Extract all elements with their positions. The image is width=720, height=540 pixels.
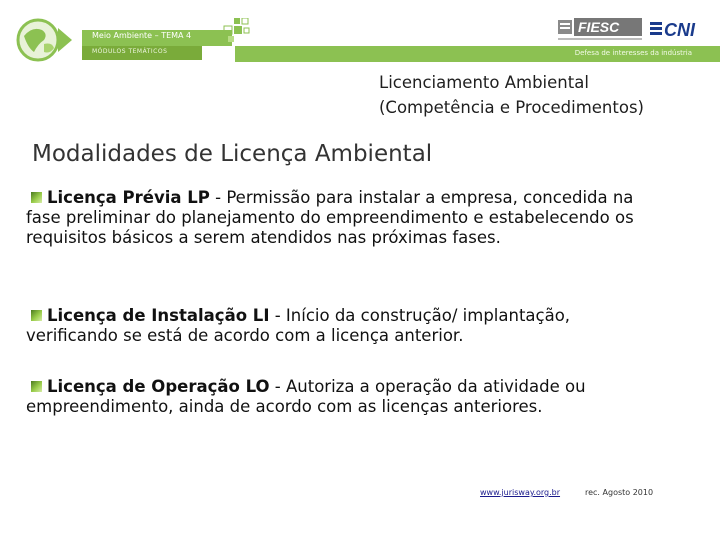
- slide-subtitle: [379, 70, 709, 120]
- theme-title: Meio Ambiente – TEMA 4: [92, 31, 192, 40]
- item-text: - Permissão para instalar a empresa, concedida na fase preliminar do planejamento do empreendimento e estabelecendo os requisitos básicos a serem atendidos nas próximas fases.: [26, 188, 634, 247]
- cni-logo-text: CNI: [664, 20, 695, 40]
- cni-logo: [650, 16, 712, 42]
- list-item: [26, 188, 666, 248]
- source-link[interactable]: www.jurisway.org.br: [480, 488, 561, 497]
- slide-header: [0, 0, 720, 70]
- subtitle-line-2: (Competência e Procedimentos): [379, 98, 644, 117]
- list-item: [26, 377, 666, 417]
- decorative-squares-icon: [222, 18, 262, 48]
- subtitle-line-1: Licenciamento Ambiental: [379, 73, 589, 92]
- item-text: - Autoriza a operação da atividade ou empreendimento, ainda de acordo com as licenças anteriores.: [26, 377, 586, 416]
- item-text: - Início da construção/ implantação, verificando se está de acordo com a licença anterior.: [26, 306, 571, 345]
- item-term: Licença Prévia LP: [47, 188, 210, 207]
- globe-logo-icon: [14, 18, 72, 62]
- page-title: Modalidades de Licença Ambiental: [32, 141, 433, 167]
- bullet-square-icon: [31, 310, 42, 321]
- footer-date: rec. Agosto 2010: [585, 488, 654, 497]
- bullet-square-icon: [31, 381, 42, 392]
- fiesc-logo: [558, 16, 644, 42]
- item-term: Licença de Instalação LI: [47, 306, 270, 325]
- fiesc-logo-text: FIESC: [578, 19, 620, 35]
- right-band-text: Defesa de interesses da indústria: [574, 49, 692, 57]
- item-term: Licença de Operação LO: [47, 377, 270, 396]
- theme-subtitle: MÓDULOS TEMÁTICOS: [92, 48, 168, 55]
- bullet-square-icon: [31, 192, 42, 203]
- list-item: [26, 306, 666, 346]
